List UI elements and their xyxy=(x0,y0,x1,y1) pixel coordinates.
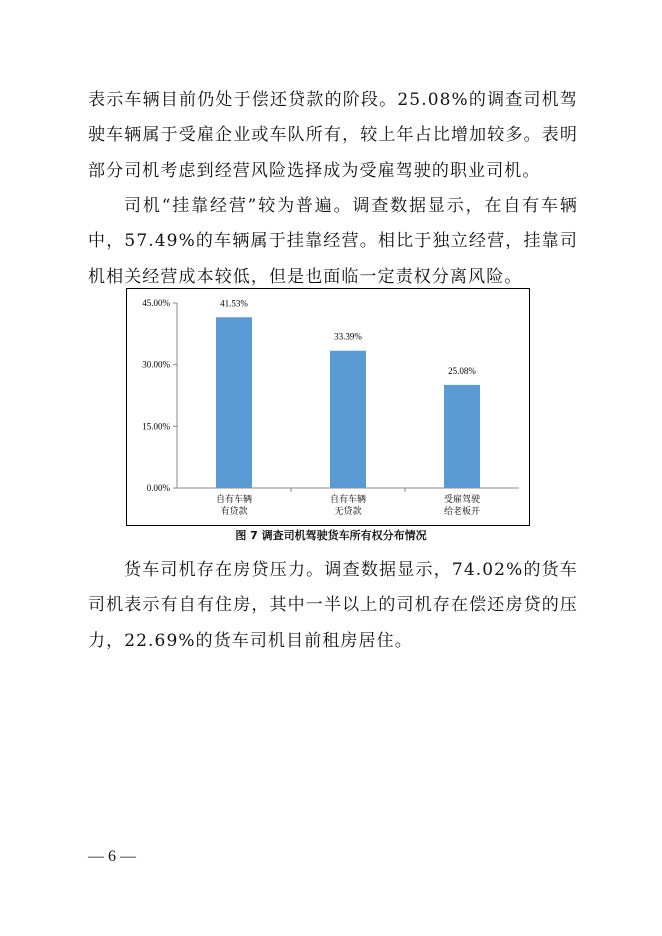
x-tick-label: 有贷款 xyxy=(220,507,248,517)
x-tick-label: 无贷款 xyxy=(334,507,362,517)
bar xyxy=(444,385,480,488)
x-tick-label: 自有车辆 xyxy=(329,495,367,505)
paragraph-3: 货车司机存在房贷压力。调查数据显示，74.02%的货车司机表示有自有住房，其中一半以上的司机存在偿还房贷的压力，22.69%的货车司机目前租房居住。 xyxy=(88,560,578,651)
data-label: 25.08% xyxy=(448,365,476,376)
y-tick-label: 15.00% xyxy=(142,421,170,432)
chart-canvas xyxy=(127,289,531,527)
y-tick-label: 45.00% xyxy=(142,298,170,308)
paragraph-2: 司机“挂靠经营”较为普遍。调查数据显示，在自有车辆中，57.49%的车辆属于挂靠经营。相比于独立经营，挂靠司机相关经营成本较低，但是也面临一定责权分离风险。 xyxy=(88,196,578,287)
x-tick-label: 给老板开 xyxy=(443,507,481,517)
data-label: 41.53% xyxy=(220,298,248,309)
page-number: — 6 — xyxy=(88,848,136,865)
x-tick-label: 受雇驾驶 xyxy=(443,495,481,505)
data-label: 33.39% xyxy=(334,331,362,342)
y-tick-label: 30.00% xyxy=(142,359,170,370)
bar xyxy=(216,317,252,488)
x-tick-label: 自有车辆 xyxy=(215,495,253,505)
bar xyxy=(330,351,366,488)
bar-chart xyxy=(126,288,530,526)
figure-caption: 图 7 调查司机驾驶货车所有权分布情况 xyxy=(235,529,427,542)
y-tick-label: 0.00% xyxy=(146,483,170,493)
paragraph-1: 表示车辆目前仍处于偿还贷款的阶段。25.08%的调查司机驾驶车辆属于受雇企业或车队所有，较上年占比增加较多。表明部分司机考虑到经营风险选择成为受雇驾驶的职业司机。 xyxy=(88,90,578,181)
